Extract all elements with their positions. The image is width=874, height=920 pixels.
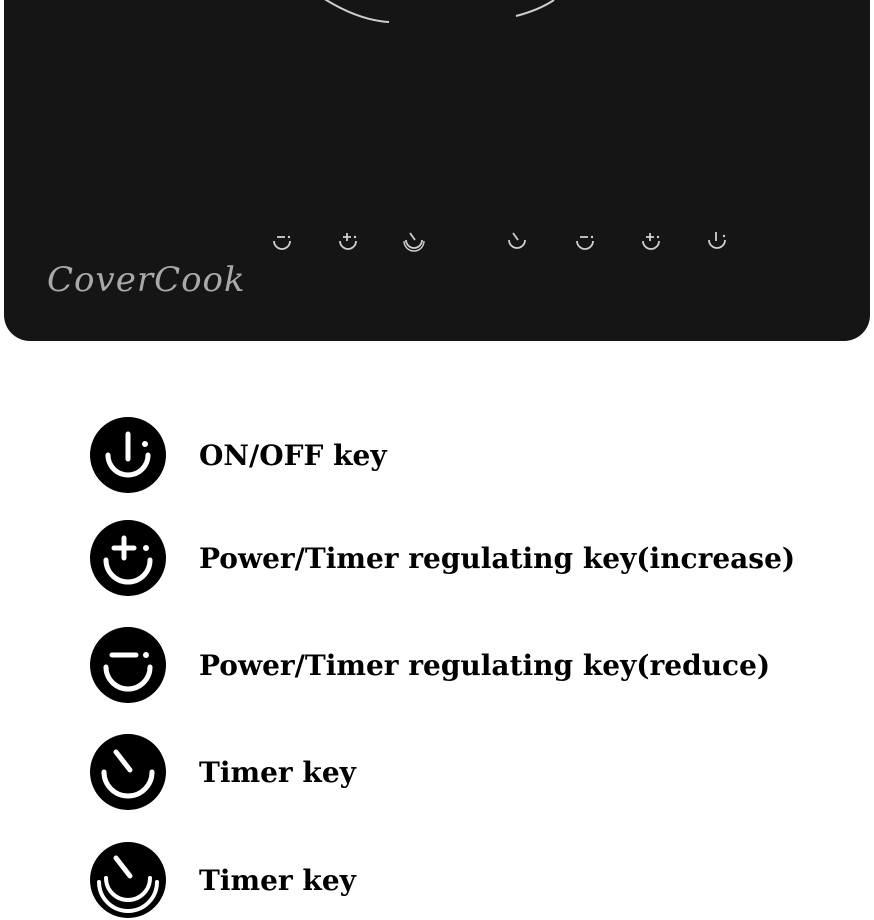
legend-item-reduce	[90, 627, 770, 703]
brand-logo: CoverCook	[47, 260, 246, 300]
power-icon	[90, 417, 166, 493]
timer-icon	[90, 842, 166, 918]
legend-label: Timer key	[199, 863, 356, 897]
plus-icon	[90, 520, 166, 596]
plus-icon	[638, 227, 664, 253]
legend-label: Power/Timer regulating key(increase)	[199, 541, 796, 575]
legend-item-power	[90, 417, 387, 493]
legend-label: Timer key	[199, 755, 356, 789]
timer-icon	[504, 227, 530, 253]
cooktop-plus-key-left[interactable]	[335, 227, 361, 253]
cooktop-minus-key-right[interactable]	[572, 227, 598, 253]
cooktop-panel	[4, 0, 870, 341]
minus-icon	[90, 627, 166, 703]
timer-icon	[90, 734, 166, 810]
cooktop-plus-key-right[interactable]	[638, 227, 664, 253]
cooktop-power-key-right[interactable]	[704, 227, 730, 253]
legend-item-timer-2	[90, 842, 356, 918]
minus-icon	[572, 227, 598, 253]
plus-icon	[335, 227, 361, 253]
cooktop-minus-key-left[interactable]	[269, 227, 295, 253]
legend-item-timer	[90, 734, 356, 810]
legend-label: ON/OFF key	[199, 438, 387, 472]
cooktop-timer-key-left[interactable]	[401, 227, 427, 253]
cooktop-timer-key-right[interactable]	[504, 227, 530, 253]
legend-label: Power/Timer regulating key(reduce)	[199, 648, 771, 682]
minus-icon	[269, 227, 295, 253]
timer-icon	[401, 227, 427, 253]
legend-item-increase	[90, 520, 795, 596]
power-icon	[704, 227, 730, 253]
